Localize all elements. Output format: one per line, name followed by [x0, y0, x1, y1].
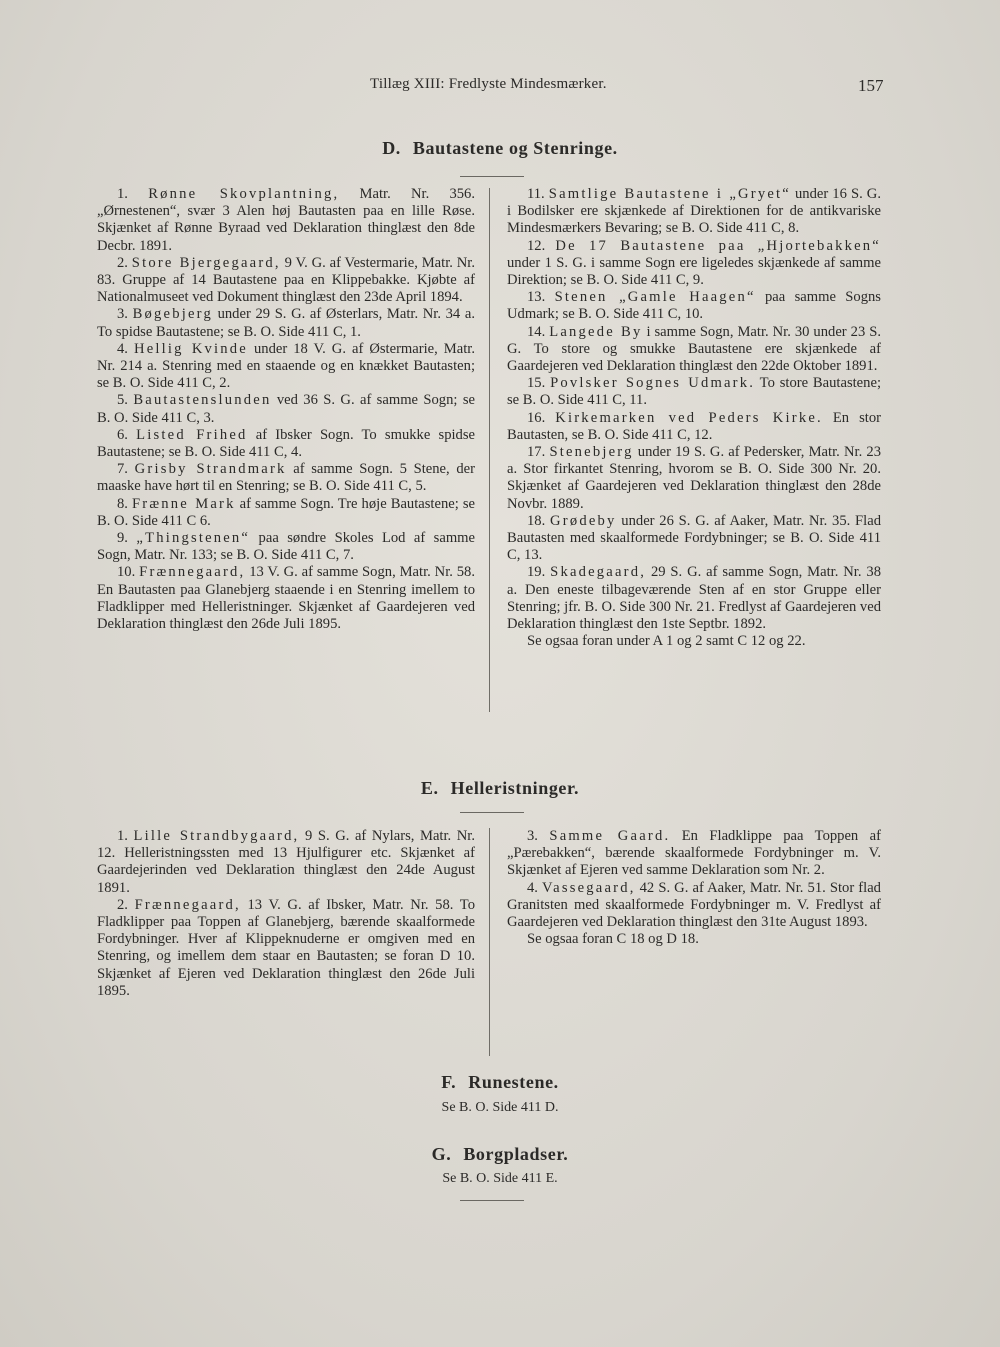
entry-text: under 19 S. G. af Pedersker, Matr. Nr. 23 a. Stor firkantet Stenring, hvorom se B. O. Side 300 Nr. 20. Skjænket af Gaardejeren ved Deklaration thinglæst den 28de Novbr. 1889. — [507, 444, 881, 512]
section-f-heading — [0, 1072, 1000, 1093]
entry-site-name: Frænnegaard, — [139, 564, 246, 581]
entry-text: 9 S. G. af Nylars, Matr. Nr. 12. Helleristningssten med 13 Hjulfigurer etc. Skjænket af Gaardejerinden ved Deklaration thinglæst den 24de August 1891. — [97, 828, 475, 896]
entry-number: 3. — [527, 828, 538, 844]
entry-paragraph — [507, 238, 881, 290]
entry-paragraph — [97, 255, 475, 307]
entry-text: En Fladklippe paa Toppen af „Pærebakken“, bærende skaalformede Fordybninger m. V. Skjænket af Ejeren ved samme Deklaration som Nr. 2. — [507, 828, 882, 879]
entry-number: 14. — [527, 323, 546, 340]
section-e-right-column — [507, 828, 881, 948]
running-title: Tillæg XIII: Fredlyste Mindesmærker. — [370, 76, 607, 92]
entry-paragraph — [507, 324, 881, 376]
entry-number: 10. — [117, 564, 136, 581]
entry-number: 17. — [527, 444, 546, 461]
entry-site-name: Frænnegaard, — [134, 896, 241, 913]
entry-text: En stor Bautasten, se B. O. Side 411 C, 12. — [507, 409, 881, 443]
entry-number: 1. — [117, 186, 128, 202]
section-g-reference: Se B. O. Side 411 E. — [442, 1171, 558, 1186]
entry-paragraph — [507, 375, 881, 409]
entry-text: under 16 S. G. i Bodilsker ere skjænkede af Direktionen for de antikvariske Mindesmærkers Bevaring; se B. O. Side 411 C, 8. — [507, 186, 881, 237]
entry-site-name: Povlsker Sognes Udmark. — [550, 375, 756, 392]
section-e-letter: E. — [420, 778, 439, 798]
section-f-title: Runestene. — [468, 1072, 559, 1092]
entry-paragraph — [97, 530, 475, 564]
entry-paragraph — [97, 564, 475, 633]
section-f-reference: Se B. O. Side 411 D. — [441, 1100, 559, 1115]
entry-text: Se ogsaa foran under A 1 og 2 samt C 12 og 22. — [527, 633, 806, 650]
entry-text: Matr. Nr. 356. „Ørnestenen“, svær 3 Alen høj Bautasten paa en lille Røse. Skjænket af Rønne Byraad ved Deklaration thinglæst den 8de Decbr. 1891. — [97, 186, 475, 254]
entry-paragraph — [97, 427, 475, 461]
entry-text: 29 S. G. af samme Sogn, Matr. Nr. 38 a. Den eneste tilbageværende Sten af en stor Gruppe eller Stenring; jfr. B. O. Side 300 Nr. 21. Fredlyst af Gaardejeren ved Deklaration thinglæst den 1ste Septbr. 1892. — [507, 564, 881, 633]
entry-site-name: Samtlige Bautastene i „Gryet“ — [548, 186, 791, 202]
entry-paragraph — [97, 341, 475, 393]
section-d-heading — [0, 138, 1000, 159]
column-divider — [489, 828, 490, 1056]
section-e-rule — [460, 812, 524, 813]
entry-text: 13 V. G. af samme Sogn, Matr. Nr. 58. En Bautasten paa Glanebjerg staaende i en Stenring imellem to Fladklipper med Helleristninger. Skjænket af Gaardejeren ved Deklaration thinglæst den 26de Juli 1895. — [97, 564, 475, 633]
entry-number: 18. — [527, 512, 546, 529]
entry-number: 2. — [117, 896, 128, 913]
entry-number: 6. — [117, 426, 128, 443]
entry-site-name: Store Bjergegaard, — [131, 254, 281, 271]
section-e-title: Helleristninger. — [450, 778, 580, 798]
entry-text: paa samme Sogns Udmark; se B. O. Side 411 C, 10. — [507, 289, 881, 323]
entry-text: ved 36 S. G. af samme Sogn; se B. O. Side 411 C, 3. — [97, 392, 475, 426]
entry-paragraph — [507, 186, 881, 238]
entry-number: 4. — [117, 340, 128, 357]
entry-number: 5. — [117, 392, 128, 409]
entry-site-name: Stenebjerg — [549, 444, 634, 461]
section-g-title: Borgpladser. — [463, 1144, 569, 1164]
entry-site-name: Skadegaard, — [550, 564, 647, 581]
entry-number: 11. — [527, 186, 545, 202]
section-d-right-column — [507, 186, 881, 650]
entry-site-name: Frænne Mark — [131, 495, 236, 512]
entry-site-name: Grødeby — [550, 512, 617, 529]
section-f-letter: F. — [441, 1072, 457, 1092]
entry-text: i samme Sogn, Matr. Nr. 30 under 23 S. G. To store og smukke Bautastene ere skjænkede af Gaardejeren ved Deklaration thinglæst den 22de Oktober 1891. — [507, 323, 881, 375]
entry-site-name: Langede By — [549, 323, 643, 340]
page-number: 157 — [858, 76, 884, 95]
entry-paragraph — [97, 897, 475, 1000]
entry-text: 13 V. G. af Ibsker, Matr. Nr. 58. To Fladklipper paa Toppen af Glanebjerg, bærende skaalformede Fordybninger. Hver af Klippeknuderne er omgiven med en Stenring, og imellem dem staar en Bautasten; se foran D 10. Skjænket af Ejeren ved Deklaration thinglæst den 26de Juli 1895. — [97, 896, 475, 999]
entry-paragraph — [97, 461, 475, 495]
entry-text: under 18 V. G. af Østermarie, Matr. Nr. 214 a. Stenring med en staaende og en knækket Bautasten; se B. O. Side 411 C, 2. — [97, 340, 475, 392]
entry-paragraph — [97, 306, 475, 340]
entry-site-name: Rønne Skovplantning, — [148, 186, 340, 202]
entry-text: af Ibsker Sogn. To smukke spidse Bautastene; se B. O. Side 411 C, 4. — [97, 426, 476, 461]
entry-number: 8. — [117, 495, 128, 512]
entry-paragraph — [97, 828, 475, 897]
section-g-heading — [0, 1144, 1000, 1165]
entry-paragraph — [507, 410, 881, 444]
entry-text: af samme Sogn. 5 Stene, der maaske have hørt til en Stenring; se B. O. Side 411 C, 5. — [97, 461, 475, 495]
entry-number: 1. — [117, 828, 128, 844]
entry-number: 3. — [117, 306, 128, 323]
entry-number: 2. — [117, 254, 128, 271]
entry-paragraph — [97, 186, 475, 255]
entry-site-name: Grisby Strandmark — [134, 461, 287, 478]
entry-site-name: Stenen „Gamle Haagen“ — [554, 289, 756, 306]
entry-text: under 1 S. G. i samme Sogn ere ligeledes skjænkede af samme Direktion; se B. O. Side 411 C, 9. — [507, 254, 881, 289]
entry-number: 15. — [527, 375, 546, 392]
entry-number: 4. — [527, 879, 538, 896]
end-rule — [460, 1200, 524, 1201]
entry-text: 9 V. G. af Vestermarie, Matr. Nr. 83. Gruppe af 14 Bautastene paa en Klippebakke. Kjøbte af Nationalmuseet ved Dokument thinglæst den 23de April 1894. — [97, 254, 475, 306]
entry-paragraph — [507, 289, 881, 323]
entry-text: To store Bautastene; se B. O. Side 411 C, 11. — [507, 375, 881, 409]
entry-site-name: Bautastenslunden — [133, 392, 272, 409]
entry-paragraph — [507, 633, 881, 650]
entry-number: 7. — [117, 461, 128, 478]
section-e-heading — [0, 778, 1000, 799]
entry-number: 12. — [527, 237, 546, 254]
entry-site-name: Listed Frihed — [136, 426, 248, 443]
entry-number: 13. — [527, 289, 546, 306]
entry-text: Se ogsaa foran C 18 og D 18. — [527, 931, 699, 948]
entry-site-name: Vassegaard, — [542, 879, 636, 896]
entry-number: 16. — [527, 409, 546, 426]
column-divider — [489, 188, 490, 712]
entry-text: 42 S. G. af Aaker, Matr. Nr. 51. Stor flad Granitsten med skaalformede Fordybninger m. V. Fredlyst af Gaardejeren ved Deklaration thinglæst den 31te August 1893. — [507, 879, 881, 931]
section-g-letter: G. — [431, 1144, 452, 1164]
section-d-left-column — [97, 186, 475, 633]
entry-paragraph — [507, 931, 881, 948]
entry-text: paa søndre Skoles Lod af samme Sogn, Matr. Nr. 133; se B. O. Side 411 C, 7. — [97, 530, 476, 564]
entry-site-name: Kirkemarken ved Peders Kirke. — [555, 409, 823, 426]
section-d-letter: D. — [382, 138, 401, 158]
entry-text: under 29 S. G. af Østerlars, Matr. Nr. 34 a. To spidse Bautastene; se B. O. Side 411 C, 1. — [97, 306, 475, 340]
section-d-rule — [460, 176, 524, 177]
entry-paragraph — [507, 444, 881, 513]
entry-number: 19. — [527, 564, 546, 581]
entry-paragraph — [507, 828, 881, 880]
entry-site-name: Lille Strandbygaard, — [133, 828, 300, 844]
entry-paragraph — [507, 564, 881, 633]
entry-text: under 26 S. G. af Aaker, Matr. Nr. 35. Flad Bautasten med skaalformede Fordybninger; se B. O. Side 411 C, 13. — [507, 512, 881, 564]
entry-site-name: „Thingstenen“ — [136, 530, 251, 547]
entry-site-name: Hellig Kvinde — [133, 340, 248, 357]
entry-site-name: Bøgebjerg — [132, 306, 213, 323]
entry-text: af samme Sogn. Tre høje Bautastene; se B. O. Side 411 C 6. — [97, 495, 475, 529]
section-d-title: Bautastene og Stenringe. — [412, 138, 618, 158]
entry-paragraph — [97, 392, 475, 426]
section-e-left-column — [97, 828, 475, 1000]
entry-site-name: De 17 Bautastene paa „Hjortebakken“ — [555, 237, 881, 254]
entry-site-name: Samme Gaard. — [549, 828, 671, 844]
entry-paragraph — [507, 513, 881, 565]
entry-paragraph — [507, 880, 881, 932]
entry-paragraph — [97, 496, 475, 530]
entry-number: 9. — [117, 530, 128, 547]
